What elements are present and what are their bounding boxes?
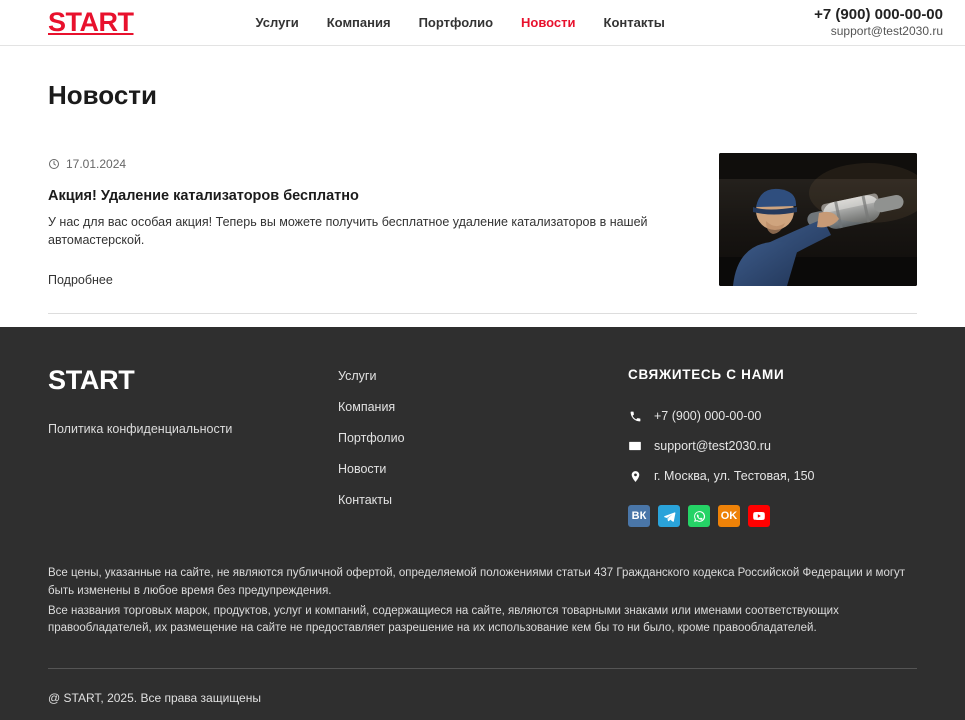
news-text-block: [48, 153, 658, 289]
site-footer: [0, 327, 965, 720]
footer-contact-column: [628, 365, 917, 527]
vk-icon[interactable]: [628, 505, 650, 527]
telegram-icon[interactable]: [658, 505, 680, 527]
page-title: Новости: [48, 80, 158, 110]
footer-brand-column: [48, 365, 338, 438]
footer-logo[interactable]: START: [48, 365, 135, 395]
nav-item-novosti[interactable]: Новости: [521, 15, 576, 30]
whatsapp-icon[interactable]: [688, 505, 710, 527]
news-date: 17.01.2024: [66, 157, 127, 171]
header-contacts: [814, 6, 943, 40]
footer-phone-row[interactable]: [628, 409, 917, 423]
nav-item-uslugi[interactable]: Услуги: [255, 15, 299, 30]
footer-contact-heading: СВЯЖИТЕСЬ С НАМИ: [628, 367, 785, 382]
clock-icon: [48, 158, 60, 170]
news-excerpt: У нас для вас особая акция! Теперь вы можете получить бесплатное удаление катализаторов в нашей автомастерской.: [48, 215, 648, 248]
footer-nav-item-novosti[interactable]: Новости: [338, 462, 387, 476]
nav-item-portfolio[interactable]: Портфолио: [418, 15, 494, 30]
footer-columns: [48, 365, 917, 527]
youtube-icon[interactable]: [748, 505, 770, 527]
header-phone[interactable]: +7 (900) 000-00-00: [814, 5, 943, 23]
footer-copyright: @ START, 2025. Все права защищены: [48, 691, 261, 706]
disclaimer-line-1: Все цены, указанные на сайте, не являются публичной офертой, определяемой положениями статьи 437 Гражданского кодекса Российской Федерации и могут быть изменены в любое время без предупреждения.: [48, 567, 906, 597]
site-header: [0, 0, 965, 46]
nav-item-kontakty[interactable]: Контакты: [603, 15, 665, 30]
news-date-row: [48, 157, 658, 171]
footer-address: г. Москва, ул. Тестовая, 150: [654, 469, 815, 483]
footer-address-row: [628, 469, 917, 483]
ok-label: OK: [720, 509, 738, 522]
phone-icon: [628, 409, 642, 423]
site-logo[interactable]: START: [48, 7, 134, 37]
privacy-policy-link[interactable]: Политика конфиденциальности: [48, 422, 233, 436]
footer-phone: +7 (900) 000-00-00: [654, 409, 762, 423]
envelope-icon: [628, 439, 642, 453]
news-thumbnail-image[interactable]: [719, 153, 917, 286]
news-read-more-link[interactable]: Подробнее: [48, 273, 113, 288]
footer-nav-item-uslugi[interactable]: Услуги: [338, 369, 377, 383]
footer-email-row[interactable]: [628, 439, 917, 453]
footer-nav-item-kontakty[interactable]: Контакты: [338, 493, 392, 507]
footer-nav-item-kompaniya[interactable]: Компания: [338, 400, 396, 414]
location-pin-icon: [628, 469, 642, 483]
nav-item-kompaniya[interactable]: Компания: [326, 15, 391, 30]
footer-navigation: [338, 365, 628, 507]
vk-label: ВК: [631, 509, 647, 522]
footer-nav-item-portfolio[interactable]: Портфолио: [338, 431, 405, 445]
news-title: Акция! Удаление катализаторов бесплатно: [48, 188, 359, 204]
footer-disclaimer: [48, 565, 917, 638]
header-email[interactable]: support@test2030.ru: [830, 24, 943, 39]
social-links: [628, 505, 917, 527]
odnoklassniki-icon[interactable]: [718, 505, 740, 527]
main-navigation: [256, 15, 665, 30]
footer-email: support@test2030.ru: [654, 439, 771, 453]
disclaimer-line-2: Все названия торговых марок, продуктов, услуг и компаний, содержащиеся на сайте, являются товарными знаками или именами соответствующих правообладателей, их размещение на сайте не предоставляет разрешение на их использование кем бы то ни было, кроме правообладателей.: [48, 604, 839, 635]
main-content: [0, 46, 965, 327]
news-list-item: [48, 153, 917, 314]
